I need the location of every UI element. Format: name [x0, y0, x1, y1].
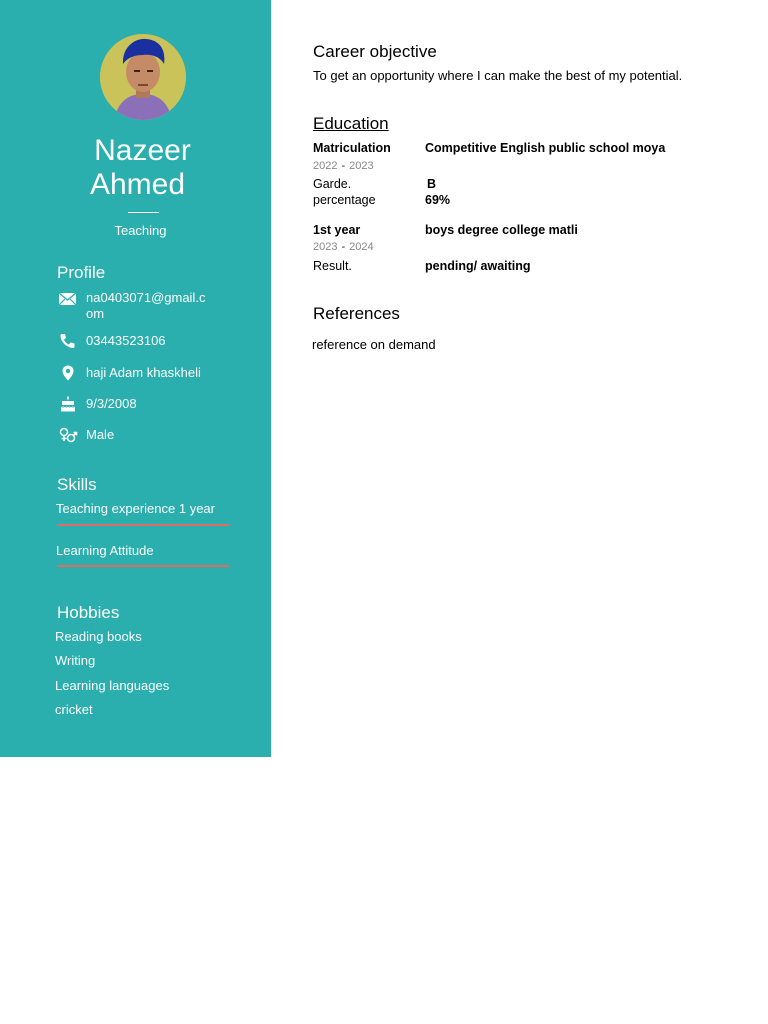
hobbies-heading: Hobbies	[57, 603, 120, 622]
hobby-item: cricket	[55, 702, 93, 717]
education-level: Matriculation	[313, 141, 391, 155]
name-divider	[128, 212, 159, 213]
education-years: 2022 - 2023	[313, 160, 374, 172]
education-row-value: 69%	[425, 193, 451, 207]
education-row-label: percentage	[313, 193, 376, 207]
hobby-item: Reading books	[55, 629, 142, 644]
address-text: haji Adam khaskheli	[86, 365, 201, 380]
year-end: 2024	[349, 241, 374, 253]
phone-icon	[58, 333, 78, 349]
education-institution: Competitive English public school moya	[425, 141, 666, 155]
education-row-value: B	[427, 177, 437, 191]
profile-phone	[58, 333, 206, 349]
year-end: 2023	[349, 160, 374, 172]
education-institution: boys degree college matli	[425, 223, 578, 237]
sidebar	[0, 0, 271, 757]
skill-bar	[57, 524, 229, 526]
profile-photo	[100, 34, 186, 120]
name-last: Ahmed	[89, 168, 186, 201]
skill-bar	[57, 565, 229, 567]
education-heading: Education	[313, 114, 389, 133]
location-pin-icon	[58, 365, 78, 381]
education-row-label: Garde.	[313, 177, 352, 191]
year-start: 2023	[313, 241, 338, 253]
year-start: 2022	[313, 160, 338, 172]
hobby-item: Learning languages	[55, 678, 170, 693]
hobby-item: Writing	[55, 653, 96, 668]
mail-icon	[58, 290, 78, 306]
email-text: na0403071@gmail.com	[86, 290, 206, 321]
references-heading: References	[313, 304, 400, 323]
birthday-text: 9/3/2008	[86, 396, 137, 411]
education-level: 1st year	[313, 223, 361, 237]
career-objective-heading: Career objective	[313, 42, 437, 61]
profile-heading: Profile	[57, 263, 106, 282]
references-text: reference on demand	[312, 337, 436, 352]
education-row-value: pending/ awaiting	[425, 259, 531, 273]
skills-heading: Skills	[57, 475, 97, 494]
education-row-label: Result.	[313, 259, 352, 273]
gender-icon	[58, 427, 78, 443]
skill-item: Learning Attitude	[56, 543, 154, 558]
profile-birthday	[58, 396, 206, 412]
name-first: Nazeer	[94, 134, 191, 167]
profile-email	[58, 290, 206, 322]
profile-gender	[58, 427, 206, 443]
role-title: Teaching	[114, 223, 167, 238]
skill-item: Teaching experience 1 year	[56, 501, 215, 516]
phone-text: 03443523106	[86, 333, 166, 348]
gender-text: Male	[86, 427, 115, 442]
birthday-cake-icon	[58, 396, 78, 412]
profile-address	[58, 365, 206, 381]
career-objective-text: To get an opportunity where I can make the best of my potential.	[313, 68, 683, 83]
education-years: 2023 - 2024	[313, 241, 374, 253]
